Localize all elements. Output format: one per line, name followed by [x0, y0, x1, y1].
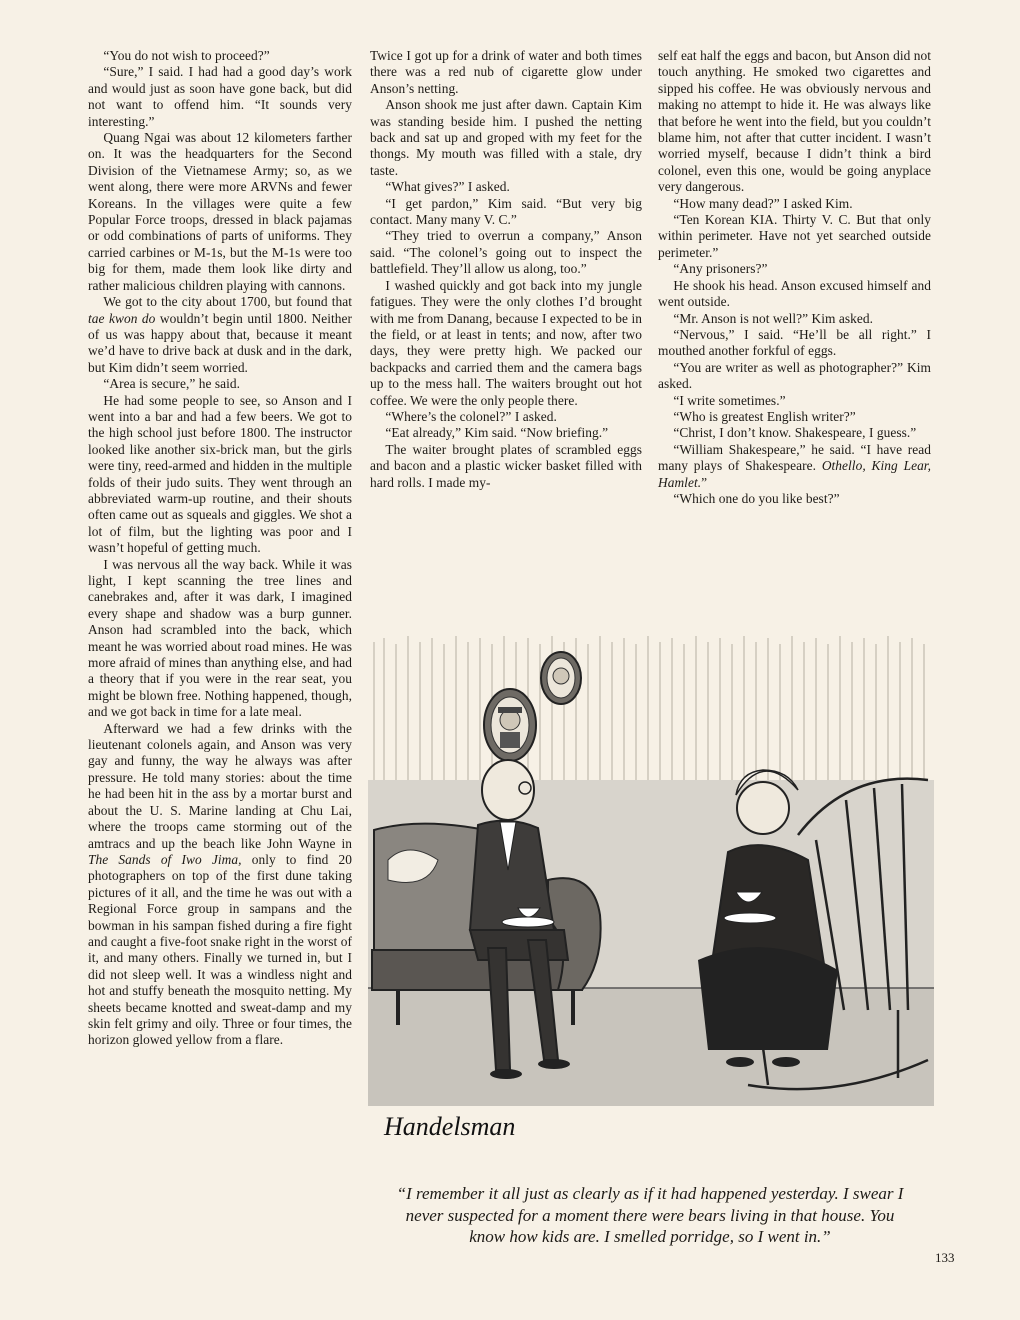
article-paragraph: “You do not wish to proceed?” [103, 48, 270, 63]
bear-portrait-small-icon [541, 652, 581, 704]
article-column-1 [88, 48, 352, 1049]
article-paragraph: The waiter brought plates of scrambled eggs and bacon and a plastic wicker basket filled with hard rolls. I made my- [370, 441, 642, 490]
article-column-2 [370, 48, 642, 491]
article-paragraph: Afterward we had a few drinks with the lieutenant colonels again, and Anson was very gay and funny, the way he always was after pressure. He told many stories: about the time he had been hit in the ass by a mortar burst and about the U. S. Marine landing at Chu Lai, where the troops came storming out of the amtracs and up the beach like John Wayne in The Sands of Iwo Jima, only to find 20 photographers on top of the first dune taking pictures of it all, and the time he was out with a Regional Force group in sampans and the bowman in his sampan fished during a fire fight and caught a five-foot snake right in the worst of it, and many others. Finally we turned in, but I did not sleep well. It was a windless night and hot and stuffy beneath the mosquito netting. My sheets became knotted and sweat-damp and my skin felt grimy and oily. Three or four times, the horizon glowed yellow from a flare. [88, 720, 353, 1048]
article-paragraph: “Sure,” I said. I had had a good day’s work and would just as soon have gone back, but did not want to offend him. “It sounds very interesting.” [88, 64, 352, 129]
cartoon-caption: “I remember it all just as clearly as if it had happened yesterday. I swear I never suspected for a moment there were bears living in that house. You know how kids are. I smelled porridge, so I went in.” [396, 1184, 904, 1246]
wall-background [374, 636, 924, 790]
article-paragraph: He shook his head. Anson excused himself and went outside. [658, 277, 931, 310]
article-paragraph: “Ten Korean KIA. Thirty V. C. But that only within perimeter. Have not yet searched outside perimeter.” [658, 212, 931, 260]
article-paragraph: Twice I got up for a drink of water and both times there was a red nub of cigarette glow under Anson’s netting. [370, 48, 642, 96]
article-paragraph: He had some people to see, so Anson and I went into a bar and had a few beers. We got to the high school just before 1800. The instructor looked like another six-brick man, but the girls were tiny, reed-armed and hidden in the multiple folds of their judo suits. They went through an abbreviated warm-up routine, and their shouts often came out as squeals and giggles. We shot a lot of film, but the lighting was poor and I wasn’t hopeful of getting much. [88, 392, 352, 556]
article-paragraph: We got to the city about 1700, but found that tae kwon do wouldn’t begin until 1800. Neither of us was happy about that, because it meant we’d have to drive back at dusk and in the dark, but Kim didn’t seem worried. [88, 294, 352, 375]
article-paragraph: Quang Ngai was about 12 kilometers farther on. It was the headquarters for the Second Division of the Vietnamese Army; so, as we went along, there were more ARVNs and fewer Koreans. In the villages were quite a few Popular Force troops, dressed in black pajamas or odd combinations of parts of uniforms. They carried carbines or M-1s, but the M-1s were too big for them, made them look like dirty and rather malicious children playing with cannons. [88, 130, 352, 293]
article-paragraph: I washed quickly and got back into my jungle fatigues. They were the only clothes I’d brought with me from Danang, because I expected to be in the field, or at least in tents; and now, after two days, they were pretty high. We packed our backpacks and carried them and the camera bags up to the mess hall. The waiters brought out hot coffee. We were the only people there. [370, 277, 642, 408]
cartoon-illustration [368, 630, 934, 1170]
article-paragraph: “Area is secure,” he said. [103, 376, 241, 392]
article-paragraph: “Any prisoners?” [673, 261, 768, 277]
article-paragraph: “What gives?” I asked. [385, 179, 510, 195]
cartoonist-signature: Handelsman [384, 1112, 516, 1141]
article-paragraph: “Nervous,” I said. “He’ll be all right.” I mouthed another forkful of eggs. [658, 326, 931, 359]
article-paragraph: self eat half the eggs and bacon, but Anson did not touch anything. He smoked two cigarettes and sipped his coffee. He was obviously nervous and making no attempt to hide it. He was always like that before he went into the field, but you couldn’t blame him, not after that cutter incident. I wasn’t worried myself, because I didn’t think a bird colonel, even this one, would be going anyplace very dangerous. [658, 48, 931, 195]
article-paragraph: “William Shakespeare,” he said. “I have read many plays of Shakespeare. Othello, King Lear, Hamlet.” [658, 441, 931, 490]
article-paragraph: Anson shook me just after dawn. Captain Kim was standing beside him. I pushed the netting back and sat up and groped with my feet for the thongs. My mouth was filled with a stale, dry taste. [370, 97, 642, 178]
article-paragraph: “I get pardon,” Kim said. “But very big contact. Many many V. C.” [370, 195, 642, 228]
article-paragraph: “Christ, I don’t know. Shakespeare, I guess.” [673, 425, 917, 441]
article-paragraph: “Mr. Anson is not well?” Kim asked. [673, 310, 874, 326]
article-paragraph: “I write sometimes.” [673, 392, 786, 408]
article-paragraph: “They tried to overrun a company,” Anson said. “The colonel’s going out to inspect the battlefield. They’ll allow us along, too.” [370, 228, 642, 277]
article-paragraph: “Which one do you like best?” [673, 490, 840, 506]
article-paragraph: I was nervous all the way back. While it was light, I kept scanning the tree lines and canebrakes and, after it was dark, I imagined every shape and shadow was a burp gunner. Anson had scrambled into the back, which meant he was worried about road mines. He was more afraid of mines than anything else, and had a theory that if you were in the rear seat, you might be blown free. Nothing happened, though, and we got back in time for a late meal. [88, 556, 352, 720]
article-paragraph: “You are writer as well as photographer?” Kim asked. [658, 359, 931, 392]
article-paragraph: “Eat already,” Kim said. “Now briefing.” [385, 425, 609, 441]
floor [368, 988, 934, 1106]
bear-portrait-large-icon [484, 689, 536, 761]
article-paragraph: “How many dead?” I asked Kim. [673, 195, 853, 211]
article-paragraph: “Where’s the colonel?” I asked. [385, 408, 557, 424]
article-paragraph: “Who is greatest English writer?” [673, 408, 856, 424]
page-number: 133 [935, 1250, 955, 1265]
article-column-3 [658, 48, 931, 507]
